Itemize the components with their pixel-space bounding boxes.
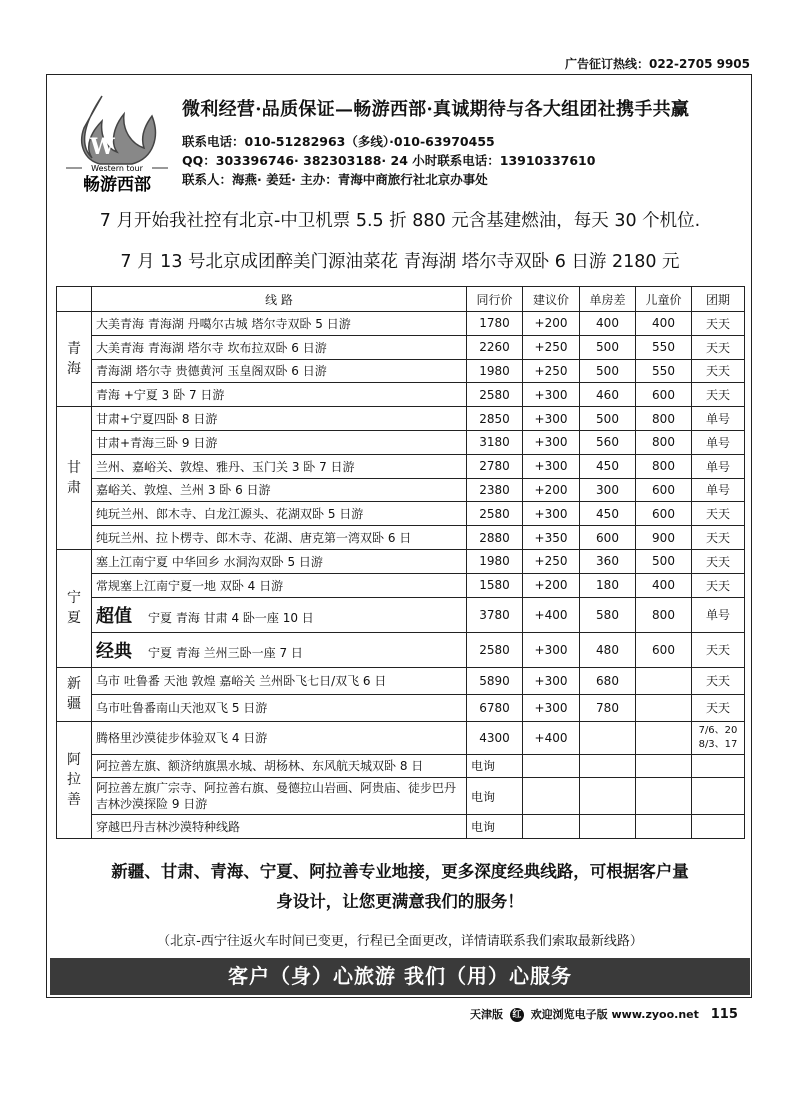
suggest-price: +300 xyxy=(523,694,580,721)
qq-line: QQ：303396746· 382303188· 24 小时联系电话：13910337610 xyxy=(182,153,596,168)
route-cell: 腾格里沙漠徒步体验双飞 4 日游 xyxy=(92,721,467,754)
table-row xyxy=(57,312,745,336)
single-room-header: 单房差 xyxy=(580,287,636,312)
child-price xyxy=(636,721,692,754)
peer-price: 6780 xyxy=(467,694,523,721)
region-xinjiang: 新疆 xyxy=(57,667,92,721)
route-header: 线 路 xyxy=(92,287,467,312)
route-cell: 超值 宁夏 青海 甘肃 4 卧一座 10 日 xyxy=(92,597,467,632)
suggest-price xyxy=(523,778,580,815)
child-price: 400 xyxy=(636,312,692,336)
red-circle-icon: 红 xyxy=(510,1008,524,1022)
route-cell: 纯玩兰州、拉卜楞寺、郎木寺、花湖、唐克第一湾双卧 6 日 xyxy=(92,526,467,550)
suggest-price: +350 xyxy=(523,526,580,550)
departure: 单号 xyxy=(692,454,745,478)
region-header xyxy=(57,287,92,312)
region-qinghai: 青海 xyxy=(57,312,92,407)
table-row xyxy=(57,549,745,573)
child-price-header: 儿童价 xyxy=(636,287,692,312)
child-price: 550 xyxy=(636,359,692,383)
peer-price: 1580 xyxy=(467,573,523,597)
route-cell: 阿拉善左旗广宗寺、阿拉善右旗、曼德拉山岩画、阿贵庙、徒步巴丹吉林沙漠探险 9 日游 xyxy=(92,778,467,815)
single-room: 580 xyxy=(580,597,636,632)
train-note: （北京-西宁往返火车时间已变更，行程已全面更改，详情请联系我们索取最新线路） xyxy=(157,934,643,949)
suggest-price: +300 xyxy=(523,407,580,431)
peer-price: 电询 xyxy=(467,815,523,839)
single-room: 300 xyxy=(580,478,636,502)
peer-price: 1980 xyxy=(467,359,523,383)
child-price xyxy=(636,815,692,839)
region-gansu: 甘肃 xyxy=(57,407,92,550)
table-row xyxy=(57,383,745,407)
child-price: 800 xyxy=(636,597,692,632)
departure: 天天 xyxy=(692,502,745,526)
route-cell: 乌市 吐鲁番 天池 敦煌 嘉峪关 兰州卧飞七日/双飞 6 日 xyxy=(92,667,467,694)
table-row xyxy=(57,694,745,721)
child-price: 900 xyxy=(636,526,692,550)
page-number: 115 xyxy=(710,1007,738,1022)
child-price: 600 xyxy=(636,632,692,667)
table-row xyxy=(57,407,745,431)
departure: 天天 xyxy=(692,549,745,573)
route-cell: 青海湖 塔尔寺 贵德黄河 玉皇阁双卧 6 日游 xyxy=(92,359,467,383)
table-row xyxy=(57,526,745,550)
headline-tour: 7 月 13 号北京成团醉美门源油菜花 青海湖 塔尔寺双卧 6 日游 2180 元 xyxy=(120,252,680,272)
single-room: 400 xyxy=(580,312,636,336)
value-tag: 超值 xyxy=(96,605,132,627)
child-price xyxy=(636,754,692,778)
classic-tag: 经典 xyxy=(96,640,132,662)
peer-price: 2580 xyxy=(467,383,523,407)
child-price xyxy=(636,778,692,815)
route-cell: 大美青海 青海湖 丹噶尔古城 塔尔寺双卧 5 日游 xyxy=(92,312,467,336)
single-room xyxy=(580,815,636,839)
departure: 天天 xyxy=(692,667,745,694)
departure: 7/6、20 8/3、17 xyxy=(692,721,745,754)
single-room: 180 xyxy=(580,573,636,597)
suggest-price xyxy=(523,815,580,839)
suggest-price: +300 xyxy=(523,383,580,407)
single-room xyxy=(580,778,636,815)
peer-price: 2580 xyxy=(467,502,523,526)
departure: 天天 xyxy=(692,335,745,359)
service-statement-line2: 身设计，让您更满意我们的服务！ xyxy=(276,892,524,911)
routes-table xyxy=(56,286,745,839)
single-room: 500 xyxy=(580,335,636,359)
peer-price: 2380 xyxy=(467,478,523,502)
child-price: 800 xyxy=(636,454,692,478)
child-price: 600 xyxy=(636,502,692,526)
table-row xyxy=(57,597,745,632)
contact-person: 联系人：海燕· 姜廷· 主办：青海中商旅行社北京办事处 xyxy=(182,172,488,187)
suggest-price: +250 xyxy=(523,335,580,359)
route-cell: 常规塞上江南宁夏一地 双卧 4 日游 xyxy=(92,573,467,597)
route-cell: 纯玩兰州、郎木寺、白龙江源头、花湖双卧 5 日游 xyxy=(92,502,467,526)
child-price: 800 xyxy=(636,430,692,454)
child-price: 500 xyxy=(636,549,692,573)
single-room: 500 xyxy=(580,359,636,383)
route-cell: 嘉峪关、敦煌、兰州 3 卧 6 日游 xyxy=(92,478,467,502)
peer-price: 电询 xyxy=(467,778,523,815)
peer-price: 2850 xyxy=(467,407,523,431)
edition-label: 天津版 xyxy=(470,1008,503,1021)
peer-price: 3180 xyxy=(467,430,523,454)
peer-price: 1780 xyxy=(467,312,523,336)
single-room: 780 xyxy=(580,694,636,721)
suggest-price: +300 xyxy=(523,430,580,454)
peer-price: 2580 xyxy=(467,632,523,667)
departure xyxy=(692,815,745,839)
contact-phone: 联系电话：010-51282963（多线）·010-63970455 xyxy=(182,134,495,149)
single-room xyxy=(580,754,636,778)
departure: 天天 xyxy=(692,632,745,667)
table-row xyxy=(57,430,745,454)
region-ningxia: 宁夏 xyxy=(57,549,92,667)
route-cell: 乌市吐鲁番南山天池双飞 5 日游 xyxy=(92,694,467,721)
route-cell: 经典 宁夏 青海 兰州三卧一座 7 日 xyxy=(92,632,467,667)
table-row xyxy=(57,721,745,754)
table-header-row xyxy=(57,287,745,312)
peer-price: 电询 xyxy=(467,754,523,778)
table-row xyxy=(57,778,745,815)
logo-tagline: Western tour xyxy=(91,164,143,173)
child-price: 400 xyxy=(636,573,692,597)
peer-price: 4300 xyxy=(467,721,523,754)
table-row xyxy=(57,359,745,383)
table-row xyxy=(57,667,745,694)
route-cell: 甘肃+宁夏四卧 8 日游 xyxy=(92,407,467,431)
departure: 天天 xyxy=(692,359,745,383)
region-alashan: 阿拉善 xyxy=(57,721,92,839)
svg-text:W: W xyxy=(90,134,115,160)
single-room: 680 xyxy=(580,667,636,694)
service-statement-line1: 新疆、甘肃、青海、宁夏、阿拉善专业地接，更多深度经典线路，可根据客户量 xyxy=(111,862,689,881)
departure: 单号 xyxy=(692,597,745,632)
logo-name: 畅游西部 xyxy=(83,175,151,194)
table-row xyxy=(57,335,745,359)
suggest-price-header: 建议价 xyxy=(523,287,580,312)
headline-flight: 7 月开始我社控有北京-中卫机票 5.5 折 880 元含基建燃油，每天 30 个机位. xyxy=(99,211,701,231)
suggest-price: +300 xyxy=(523,632,580,667)
peer-price: 3780 xyxy=(467,597,523,632)
footer-link-text: 欢迎浏览电子版 www.zyoo.net xyxy=(530,1008,699,1021)
single-room: 560 xyxy=(580,430,636,454)
departure: 天天 xyxy=(692,694,745,721)
child-price: 600 xyxy=(636,383,692,407)
peer-price: 2260 xyxy=(467,335,523,359)
slogan-banner: 客户（身）心旅游 我们（用）心服务 xyxy=(50,958,750,995)
departure: 天天 xyxy=(692,526,745,550)
route-cell: 大美青海 青海湖 塔尔寺 坎布拉双卧 6 日游 xyxy=(92,335,467,359)
peer-price: 5890 xyxy=(467,667,523,694)
route-cell: 阿拉善左旗、额济纳旗黑水城、胡杨林、东风航天城双卧 8 日 xyxy=(92,754,467,778)
child-price: 600 xyxy=(636,478,692,502)
suggest-price xyxy=(523,754,580,778)
table-row xyxy=(57,632,745,667)
child-price: 550 xyxy=(636,335,692,359)
departure: 天天 xyxy=(692,573,745,597)
departure: 天天 xyxy=(692,312,745,336)
ad-hotline: 广告征订热线：022-2705 9905 xyxy=(564,57,750,71)
page-footer xyxy=(470,1006,750,1022)
route-cell: 兰州、嘉峪关、敦煌、雅丹、玉门关 3 卧 7 日游 xyxy=(92,454,467,478)
single-room: 450 xyxy=(580,454,636,478)
table-row xyxy=(57,815,745,839)
route-cell: 塞上江南宁夏 中华回乡 水洞沟双卧 5 日游 xyxy=(92,549,467,573)
table-row xyxy=(57,454,745,478)
single-room: 480 xyxy=(580,632,636,667)
table-row xyxy=(57,754,745,778)
single-room: 460 xyxy=(580,383,636,407)
departure xyxy=(692,754,745,778)
single-room: 600 xyxy=(580,526,636,550)
suggest-price: +200 xyxy=(523,478,580,502)
table-row xyxy=(57,573,745,597)
route-cell: 甘肃+青海三卧 9 日游 xyxy=(92,430,467,454)
route-cell: 青海 +宁夏 3 卧 7 日游 xyxy=(92,383,467,407)
table-row xyxy=(57,478,745,502)
suggest-price: +250 xyxy=(523,359,580,383)
suggest-price: +250 xyxy=(523,549,580,573)
peer-price: 2880 xyxy=(467,526,523,550)
peer-price-header: 同行价 xyxy=(467,287,523,312)
single-room xyxy=(580,721,636,754)
suggest-price: +200 xyxy=(523,573,580,597)
departure xyxy=(692,778,745,815)
slogan: 微利经营·品质保证—畅游西部·真诚期待与各大组团社携手共赢 xyxy=(182,99,690,120)
table-row xyxy=(57,502,745,526)
flame-logo-icon xyxy=(62,86,172,194)
suggest-price: +300 xyxy=(523,454,580,478)
departure: 单号 xyxy=(692,407,745,431)
departure: 单号 xyxy=(692,478,745,502)
child-price xyxy=(636,694,692,721)
peer-price: 1980 xyxy=(467,549,523,573)
suggest-price: +400 xyxy=(523,597,580,632)
peer-price: 2780 xyxy=(467,454,523,478)
suggest-price: +300 xyxy=(523,502,580,526)
suggest-price: +400 xyxy=(523,721,580,754)
departure: 单号 xyxy=(692,430,745,454)
suggest-price: +300 xyxy=(523,667,580,694)
departure-header: 团期 xyxy=(692,287,745,312)
child-price xyxy=(636,667,692,694)
child-price: 800 xyxy=(636,407,692,431)
suggest-price: +200 xyxy=(523,312,580,336)
departure: 天天 xyxy=(692,383,745,407)
single-room: 450 xyxy=(580,502,636,526)
single-room: 500 xyxy=(580,407,636,431)
single-room: 360 xyxy=(580,549,636,573)
route-cell: 穿越巴丹吉林沙漠特种线路 xyxy=(92,815,467,839)
